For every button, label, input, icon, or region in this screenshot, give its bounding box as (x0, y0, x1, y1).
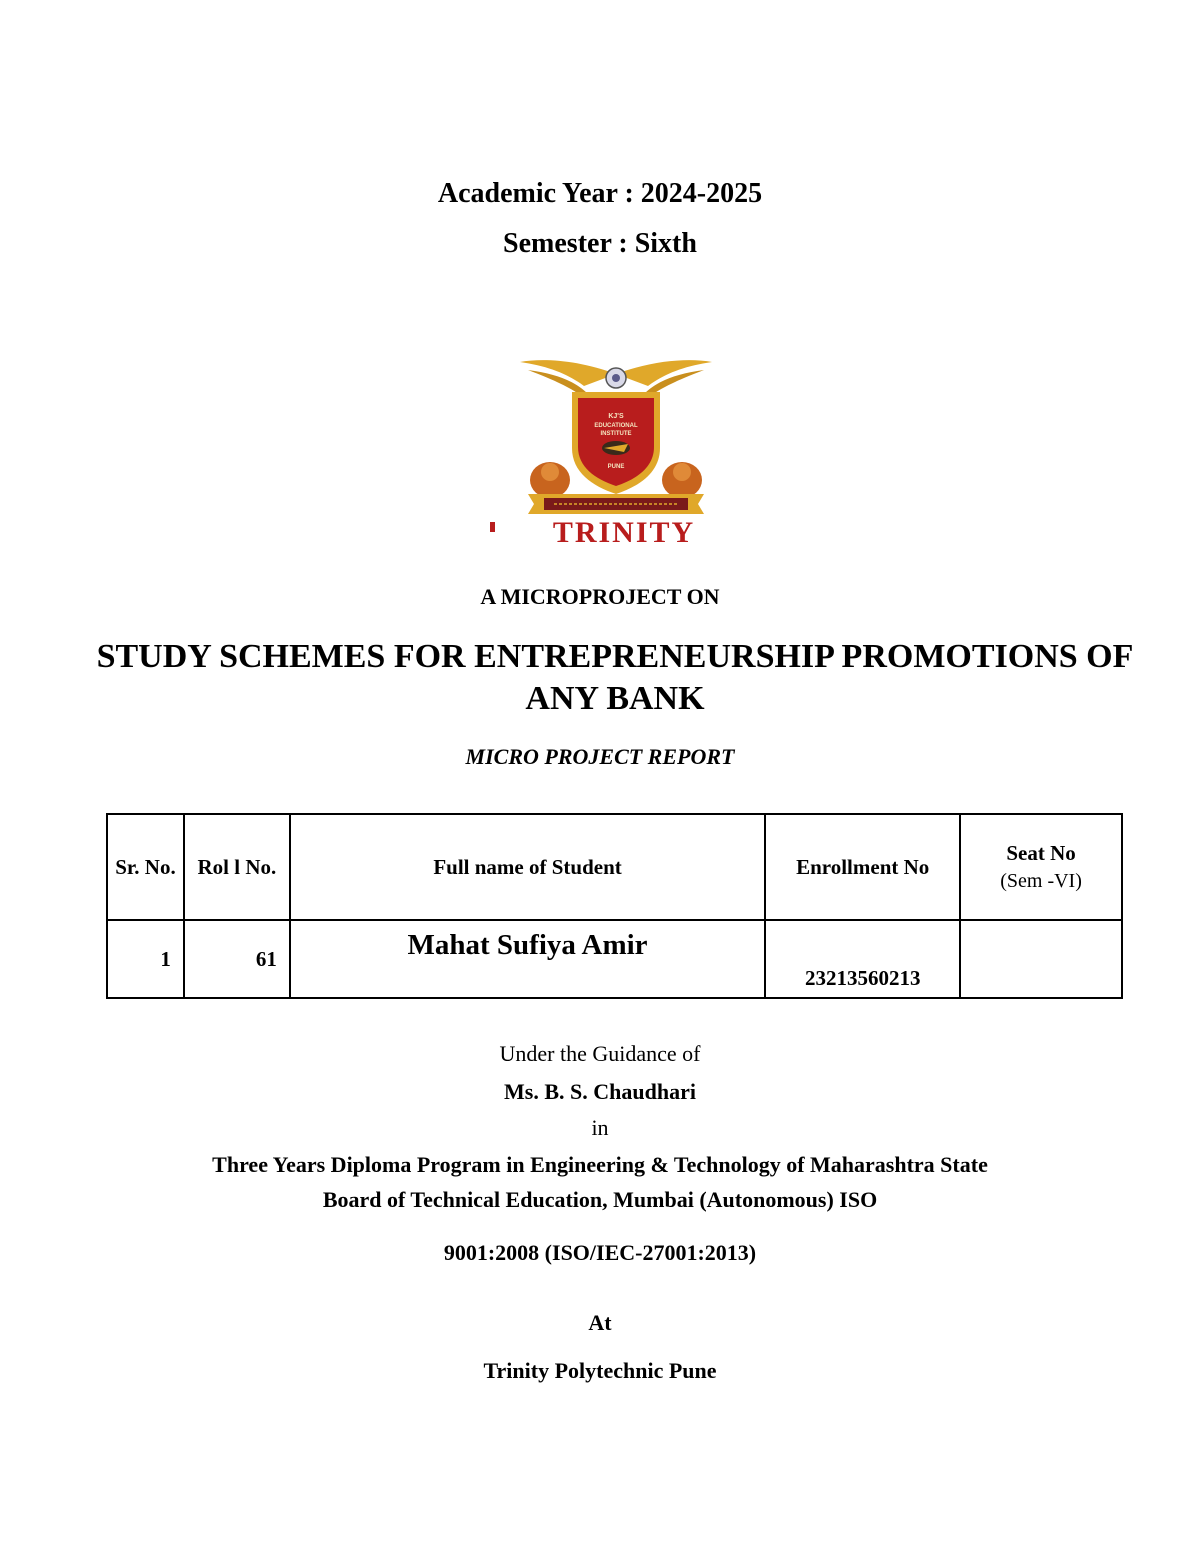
table-header-row (107, 814, 1122, 920)
guide-name: Ms. B. S. Chaudhari (504, 1079, 696, 1104)
program-line-1: Three Years Diploma Program in Engineering & Technology of Maharashtra State (212, 1152, 988, 1177)
row-sr: 1 (107, 920, 184, 998)
student-table (106, 813, 1123, 999)
table-row (107, 920, 1122, 998)
project-title: STUDY SCHEMES FOR ENTREPRENEURSHIP PROMOTIONS OF ANY BANK (96, 638, 1134, 717)
row-roll: 61 (184, 920, 290, 998)
svg-text:KJ'S: KJ'S (608, 413, 624, 420)
svg-text:INSTITUTE: INSTITUTE (600, 431, 632, 437)
header-roll: Rol l No. (184, 814, 290, 920)
guidance-label: Under the Guidance of (499, 1041, 701, 1066)
trinity-emblem-icon (488, 352, 744, 548)
header-sr: Sr. No. (107, 814, 184, 920)
iso-line: 9001:2008 (ISO/IEC-27001:2013) (443, 1240, 757, 1265)
svg-text:PUNE: PUNE (607, 464, 625, 470)
institute-name: Trinity Polytechnic Pune (483, 1358, 717, 1383)
header-name: Full name of Student (290, 814, 765, 920)
program-line-2: Board of Technical Education, Mumbai (Autonomous) ISO (322, 1187, 878, 1212)
report-label: MICRO PROJECT REPORT (465, 744, 735, 769)
row-name: Mahat Sufiya Amir (290, 920, 765, 998)
academic-year: Academic Year : 2024-2025 (437, 178, 763, 209)
header-seat (960, 814, 1122, 920)
row-enrollment: 23213560213 (765, 920, 960, 998)
svg-text:EDUCATIONAL: EDUCATIONAL (594, 423, 638, 429)
header-seat-label: Seat No (1006, 841, 1076, 865)
svg-text:TRINITY: TRINITY (552, 516, 696, 548)
intro-line: A MICROPROJECT ON (480, 584, 720, 609)
institute-logo (488, 352, 744, 548)
row-seat (960, 920, 1122, 998)
semester: Semester : Sixth (503, 228, 697, 259)
in-text: in (591, 1115, 609, 1140)
header-seat-sub: (Sem -VI) (1000, 870, 1082, 892)
header-enrollment: Enrollment No (765, 814, 960, 920)
at-text: At (588, 1310, 612, 1335)
